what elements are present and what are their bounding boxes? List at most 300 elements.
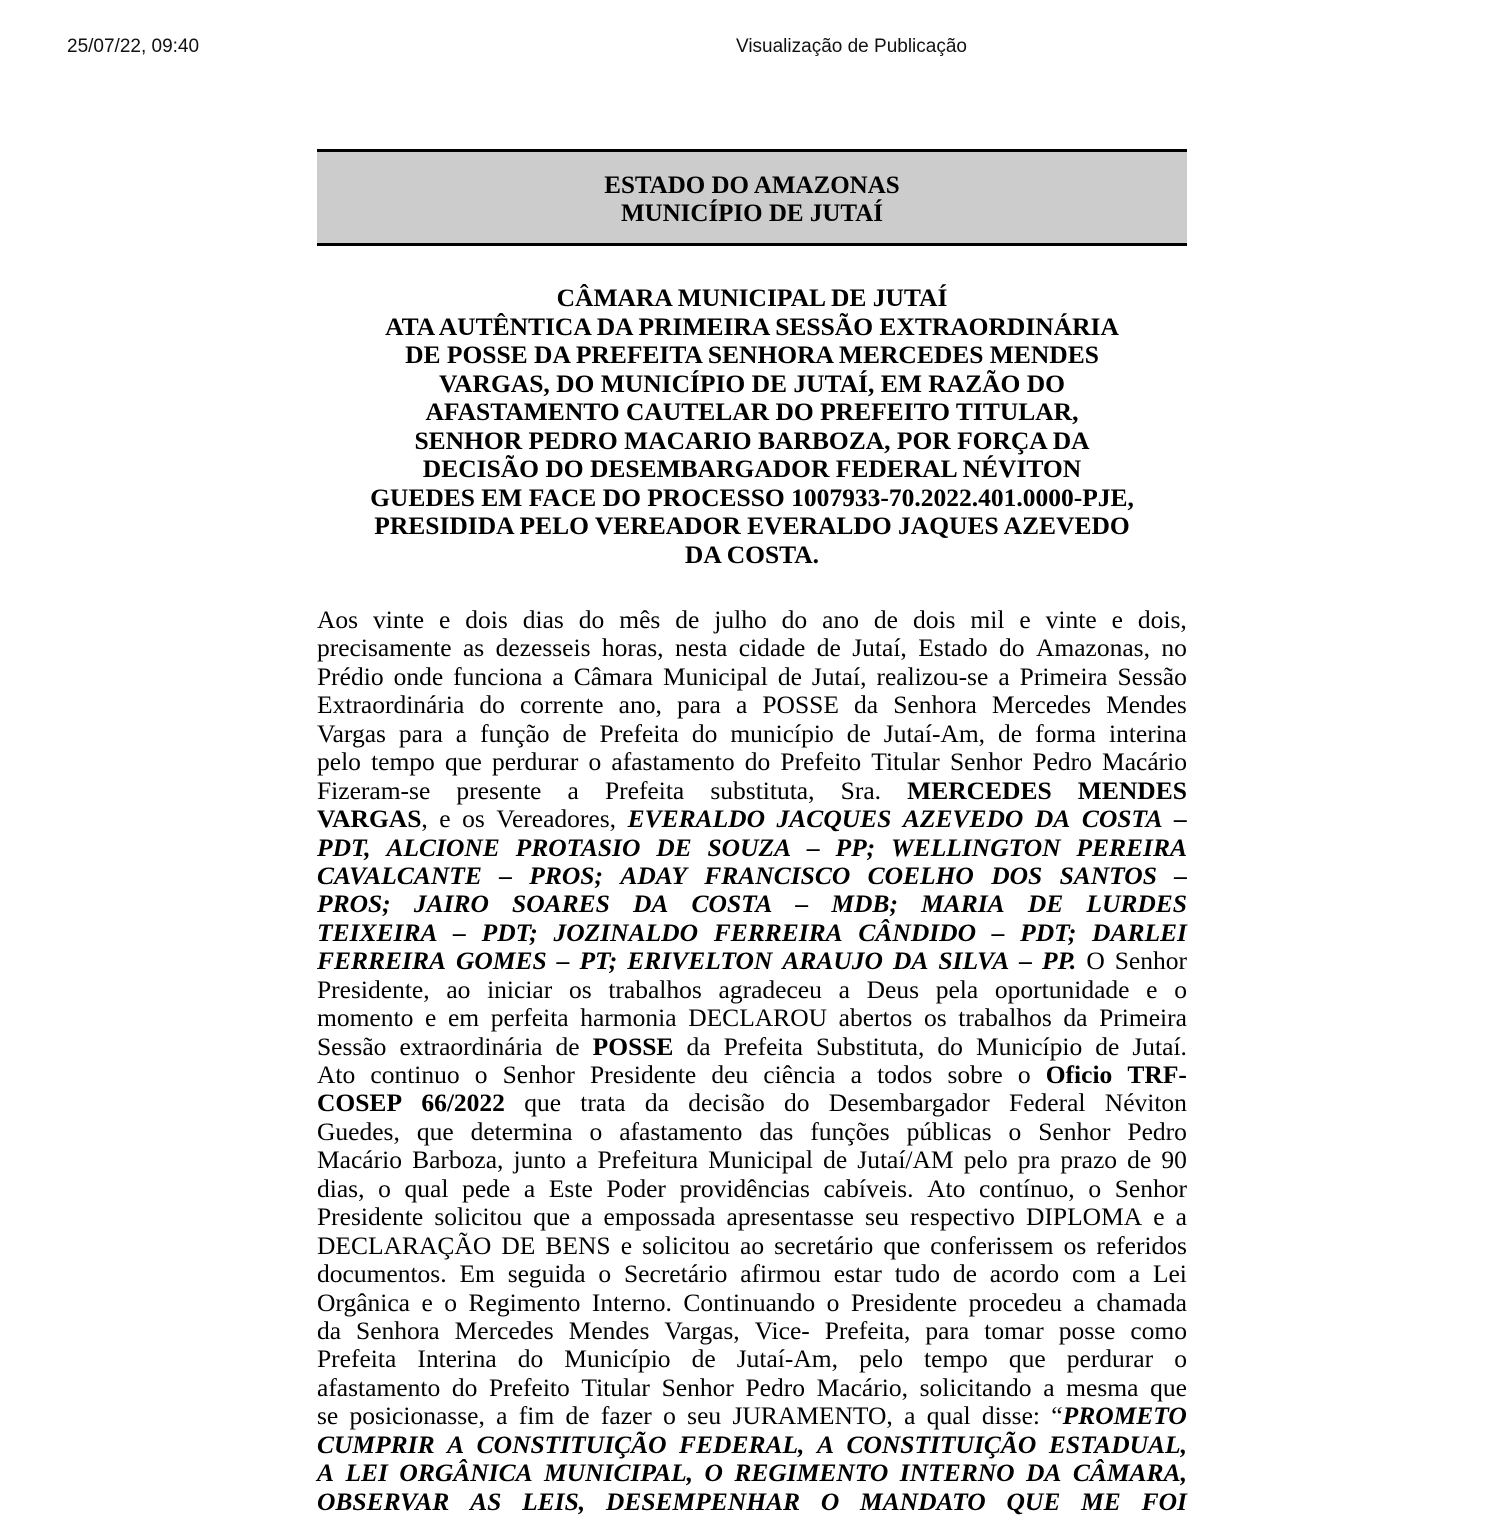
word: DE (501, 1230, 536, 1260)
body-line (317, 1175, 1187, 1203)
word: a (1128, 1259, 1141, 1289)
word: Senhor (1114, 1173, 1187, 1203)
word: o (474, 1060, 488, 1089)
word: qual (926, 1401, 971, 1431)
word: de (952, 1259, 977, 1289)
word: das (759, 1116, 794, 1146)
word: DIPLOMA (1026, 1202, 1143, 1232)
body-line (317, 1033, 1187, 1061)
word: Senhor (1114, 946, 1187, 976)
word: de (565, 1401, 590, 1431)
word: Ato (927, 1173, 966, 1203)
word: afastamento (619, 1116, 743, 1146)
word: DE (656, 832, 692, 862)
word: LEIS, (522, 1486, 586, 1516)
word: Jutaí, (811, 661, 867, 691)
word: ano (822, 605, 859, 634)
print-header (0, 36, 1500, 60)
title-line: AFASTAMENTO CAUTELAR DO PREFEITO TITULAR, (425, 397, 1079, 426)
word: respectivo (910, 1202, 1015, 1232)
word: a (567, 775, 579, 805)
word: EVERALDO (627, 804, 766, 834)
word: a (581, 1202, 593, 1232)
word: providências (679, 1173, 810, 1203)
word: JOZINALDO (553, 917, 698, 947)
body-line (317, 1232, 1187, 1260)
word: SOARES (512, 889, 610, 919)
word: Prefeitura (597, 1145, 699, 1175)
body-line (317, 1488, 1187, 1516)
word: tudo (894, 1259, 941, 1289)
word: DE (1027, 889, 1064, 919)
document-title (317, 284, 1187, 569)
word: de (691, 1344, 716, 1374)
body-line (317, 1260, 1187, 1288)
word: solicitou (642, 1230, 730, 1260)
word: trabalhos (608, 974, 702, 1004)
word: município (730, 718, 834, 748)
word: MENDES (1077, 775, 1187, 805)
word: MDB; (831, 889, 898, 919)
word: o (588, 747, 602, 777)
word: ao (740, 1230, 765, 1260)
word: Fizeram-se (317, 775, 431, 805)
word: A (447, 1429, 465, 1459)
body-line (317, 663, 1187, 691)
word: Titular (871, 747, 940, 777)
word: Sessão (1117, 661, 1187, 691)
word: que (883, 1230, 921, 1260)
word: A (816, 1429, 834, 1459)
title-line: CÂMARA MUNICIPAL DE JUTAÍ (556, 283, 948, 312)
word: forma (1035, 718, 1096, 748)
word: VARGAS, (317, 804, 428, 834)
word: PT; (579, 946, 618, 976)
word: iniciar (487, 974, 553, 1004)
body-line (317, 1146, 1187, 1174)
word: o (378, 1173, 391, 1203)
word: BENS (545, 1230, 611, 1260)
word: CONSTITUIÇÃO (476, 1429, 667, 1459)
body-line (317, 919, 1187, 947)
word: dezesseis (495, 633, 591, 663)
word: que (1150, 1372, 1187, 1402)
word: PROS; (529, 860, 603, 890)
word: Senhor (949, 747, 1023, 777)
word: da (686, 1031, 711, 1061)
word: REGIMENTO (734, 1458, 889, 1488)
word: Jutaí. (1132, 1031, 1187, 1061)
word: – (556, 946, 570, 976)
word: INTERNO (899, 1458, 1015, 1488)
word: CÂNDIDO (858, 917, 976, 947)
word: POSSE (592, 1031, 674, 1061)
word: Senhora (356, 1315, 440, 1345)
word: a (838, 974, 850, 1004)
word: posicionasse, (349, 1401, 485, 1431)
word: DARLEI (1092, 917, 1187, 947)
municipality-name: MUNICÍPIO DE JUTAÍ (620, 200, 884, 227)
word: DECLARAÇÃO (317, 1230, 492, 1260)
word: Titular (581, 1372, 650, 1402)
word: 66/2022 (421, 1088, 505, 1118)
word: de (846, 718, 871, 748)
word: continuo (370, 1060, 460, 1089)
word: dois, (1137, 605, 1187, 634)
word: nesta (674, 633, 728, 663)
body-line (317, 691, 1187, 719)
print-datetime: 25/07/22, 09:40 (67, 36, 200, 57)
body-line (317, 1317, 1187, 1345)
word: como (1130, 1315, 1187, 1345)
word: a (735, 690, 748, 720)
word: LEI (345, 1458, 388, 1488)
word: Interina (417, 1344, 497, 1374)
word: Prefeita (604, 775, 685, 805)
print-page-title: Visualização de Publicação (736, 36, 967, 57)
word: o (1088, 1173, 1102, 1203)
word: dois (912, 605, 956, 634)
word: DOS (991, 860, 1043, 890)
word: a (496, 1401, 508, 1431)
word: Orgânica (317, 1287, 410, 1317)
word: de (1127, 1145, 1152, 1175)
word: tomar (984, 1315, 1044, 1345)
word: Jutaí, (852, 633, 907, 663)
body-line (317, 1374, 1187, 1402)
word: corrente (519, 690, 604, 720)
word: dias (522, 605, 564, 634)
word: – (453, 917, 466, 947)
word: Substituta, (815, 1031, 925, 1061)
word: as (462, 633, 485, 663)
word: prazo (1060, 1145, 1118, 1175)
word: 90 (1161, 1145, 1187, 1175)
word: AS (470, 1486, 502, 1516)
word: mesma (1066, 1372, 1139, 1402)
word: Mendes (1106, 690, 1187, 720)
word: pela (935, 974, 979, 1004)
word: apresentasse (726, 1202, 854, 1232)
word: Jutaí-Am, (736, 1344, 839, 1374)
word: Mercedes (454, 1315, 554, 1345)
word: e (421, 1287, 433, 1317)
word: DA (632, 889, 669, 919)
word: Prefeita, (824, 1315, 911, 1345)
word: – (806, 832, 820, 862)
word: seu (865, 1202, 900, 1232)
word: MUNICIPAL, (544, 1458, 694, 1488)
word: MANDATO (860, 1486, 986, 1516)
word: pra (1017, 1145, 1051, 1175)
word: secretário (774, 1230, 874, 1260)
word: – (795, 889, 809, 919)
word: pelo (963, 1145, 1008, 1175)
word: SILVA (938, 946, 1010, 976)
word: Senhor (502, 1060, 575, 1089)
word: QUE (1006, 1486, 1061, 1516)
word: perdurar (491, 747, 579, 777)
word: interina (1108, 718, 1187, 748)
word: trata (580, 1088, 626, 1118)
word: do (784, 1088, 810, 1118)
word: A (317, 1458, 335, 1488)
word: e (1146, 974, 1158, 1004)
word: fazer (600, 1401, 652, 1431)
word: e (424, 1003, 437, 1033)
word: que (1008, 1344, 1046, 1374)
word: ME (1081, 1486, 1121, 1516)
word: conferissem (930, 1230, 1054, 1260)
word: sobre (947, 1060, 1003, 1089)
word: o (826, 1287, 840, 1317)
word: OBSERVAR (317, 1486, 450, 1516)
word: WELLINGTON (891, 832, 1061, 862)
title-line: DA COSTA. (684, 539, 820, 569)
body-line (317, 890, 1187, 918)
word: do (451, 1372, 478, 1402)
word: Prédio (317, 661, 384, 691)
word: PP. (1042, 946, 1077, 976)
word: ESTADUAL, (1048, 1429, 1187, 1459)
body-line (317, 1459, 1187, 1487)
word: Continuando (683, 1287, 816, 1317)
body-line (317, 748, 1187, 776)
word: todos (877, 1060, 933, 1089)
word: PROTASIO (515, 832, 641, 862)
word: do (691, 718, 718, 748)
word: cabíveis. (823, 1173, 914, 1203)
word: funções (810, 1116, 890, 1146)
word: harmonia (580, 1003, 677, 1033)
word: os (462, 804, 485, 834)
word: pelo (317, 747, 361, 777)
word: Este (548, 1173, 593, 1203)
word: O (704, 1458, 723, 1488)
word: CONSTITUIÇÃO (846, 1429, 1037, 1459)
word: Macário, (816, 1372, 908, 1402)
word: Pedro (1032, 747, 1092, 777)
word: os (1063, 1230, 1087, 1260)
word: funciona (453, 661, 543, 691)
word: PDT; (481, 917, 538, 947)
word: Prefeita (723, 1031, 803, 1061)
word: qual (404, 1173, 449, 1203)
word: Federal (1009, 1088, 1086, 1118)
word: que (533, 1202, 571, 1232)
word: Estado (918, 633, 988, 663)
body-line (317, 1203, 1187, 1231)
word: O (820, 1486, 840, 1516)
word: TEIXEIRA (317, 917, 438, 947)
word: realizou-se (876, 661, 989, 691)
word: da (854, 690, 879, 720)
word: SANTOS (1059, 860, 1157, 890)
word: do (999, 633, 1025, 663)
word: Vargas, (664, 1315, 740, 1345)
word: extraordinária (399, 1031, 543, 1061)
word: pelo (859, 1344, 903, 1374)
word: Pedro (1127, 1116, 1187, 1146)
word: com (1072, 1259, 1116, 1289)
word: em (447, 1003, 480, 1033)
word: MERCEDES (907, 775, 1052, 805)
word: JURAMENTO, (732, 1401, 893, 1431)
word: Presidente (590, 1060, 697, 1089)
word: Primeira (1099, 1003, 1187, 1033)
word: junto (513, 1145, 566, 1175)
word: da (317, 1315, 342, 1345)
word: LURDES (1086, 889, 1187, 919)
word: ORGÂNICA (399, 1458, 533, 1488)
word: ALCIONE (386, 832, 500, 862)
word: para (398, 718, 443, 748)
word: DESEMPENHAR (605, 1486, 801, 1516)
word: Lei (1152, 1259, 1187, 1289)
word: PROS; (317, 889, 391, 919)
word: contínuo, (979, 1173, 1075, 1203)
body-line (317, 1089, 1187, 1117)
word: procedeu (968, 1287, 1063, 1317)
title-line: DECISÃO DO DESEMBARGADOR FEDERAL NÉVITON (422, 454, 1082, 483)
word: documentos. (317, 1259, 447, 1289)
word: de (823, 1145, 848, 1175)
word: a (850, 1060, 862, 1089)
word: e (439, 804, 451, 834)
word: perdurar (1066, 1344, 1154, 1374)
word: Amazonas, (1035, 633, 1150, 663)
body-line (317, 805, 1187, 833)
word: Interno. (591, 1287, 672, 1317)
word: afastamento (611, 747, 735, 777)
word: a (523, 1173, 536, 1203)
word: dois (465, 605, 508, 634)
word: CUMPRIR (317, 1429, 435, 1459)
word: FOI (1141, 1486, 1187, 1516)
word: Presidente, (317, 974, 430, 1004)
word: Oficio (1045, 1060, 1113, 1089)
word: Município (975, 1031, 1083, 1061)
state-header-band (317, 149, 1187, 246)
word: Primeira (1019, 661, 1108, 691)
word: Ato (317, 1060, 356, 1089)
word: Desembargador (828, 1088, 990, 1118)
word: DA (1025, 1458, 1062, 1488)
word: a (1175, 1202, 1187, 1232)
body-line (317, 1118, 1187, 1146)
word: determina (470, 1116, 573, 1146)
word: de (998, 718, 1023, 748)
body-line (317, 634, 1187, 662)
word: decisão (688, 1088, 765, 1118)
word: Presidente (317, 1202, 424, 1232)
word: Poder (606, 1173, 666, 1203)
word: e (439, 605, 451, 634)
title-line: GUEDES EM FACE DO PROCESSO 1007933-70.2022.401.0000-PJE, (370, 482, 1134, 512)
word: Câmara (573, 661, 653, 691)
word: FEDERAL, (679, 1429, 805, 1459)
word: o (1008, 1116, 1022, 1146)
word: Município (564, 1344, 671, 1374)
word: tempo (371, 747, 435, 777)
word: FRANCISCO (704, 860, 851, 890)
word: Pedro (745, 1372, 805, 1402)
body-line (317, 720, 1187, 748)
word: a (455, 718, 468, 748)
word: Municipal (663, 661, 768, 691)
word: TRF- (1127, 1060, 1187, 1089)
word: Sessão (317, 1031, 387, 1061)
word: precisamente (317, 633, 452, 663)
body-line (317, 777, 1187, 805)
title-line: VARGAS, DO MUNICÍPIO DE JUTAÍ, EM RAZÃO DO (439, 368, 1065, 398)
word: fim (518, 1401, 555, 1431)
word: da (644, 1088, 669, 1118)
word: do (937, 1031, 963, 1061)
title-line: SENHOR PEDRO MACARIO BARBOZA, POR FORÇA DA (414, 425, 1090, 455)
word: afirmou (740, 1259, 821, 1289)
word: do (517, 1344, 544, 1374)
word: que (444, 747, 482, 777)
word: tempo (924, 1344, 988, 1374)
word: função (480, 718, 550, 748)
word: a (576, 1145, 588, 1175)
word: o (1017, 1060, 1031, 1089)
word: o (598, 1259, 612, 1289)
word: o (1174, 974, 1187, 1004)
word: da (1063, 1003, 1088, 1033)
word: Senhor (1038, 1116, 1111, 1146)
word: para (676, 690, 721, 720)
word: DA (1034, 804, 1071, 834)
word: solicitou (434, 1202, 523, 1232)
word: vinte (1045, 605, 1097, 634)
word: do (781, 605, 808, 634)
word: – (991, 917, 1005, 947)
word: o (663, 1401, 676, 1431)
body-line (317, 1431, 1187, 1459)
word: POSSE (762, 690, 839, 720)
word: do (479, 690, 505, 720)
word: o (444, 1287, 458, 1317)
word: FERREIRA (317, 946, 446, 976)
word: referidos (1096, 1230, 1187, 1260)
word: horas, (601, 633, 664, 663)
body-line (317, 947, 1187, 975)
word: e (1153, 1202, 1165, 1232)
word: PP; (835, 832, 876, 862)
word: pede (462, 1173, 511, 1203)
body-line (317, 834, 1187, 862)
word: Prefeito (780, 747, 862, 777)
word: MARIA (921, 889, 1005, 919)
word: de (675, 605, 700, 634)
word: “PROMETO (1051, 1401, 1187, 1431)
word: JAIRO (413, 889, 489, 919)
word: Deus (866, 974, 920, 1004)
body-line (317, 1345, 1187, 1373)
word: Sra. (840, 775, 882, 805)
word: Prefeita (599, 718, 679, 748)
word: solicitando (919, 1372, 1032, 1402)
word: FERREIRA (713, 917, 843, 947)
word: dias, (317, 1173, 365, 1203)
word: Vereadores, (496, 804, 617, 834)
word: ERIVELTON (627, 946, 773, 976)
word: deu (711, 1060, 749, 1089)
word: ciência (763, 1060, 836, 1089)
minutes-body-paragraph (317, 606, 1187, 1516)
